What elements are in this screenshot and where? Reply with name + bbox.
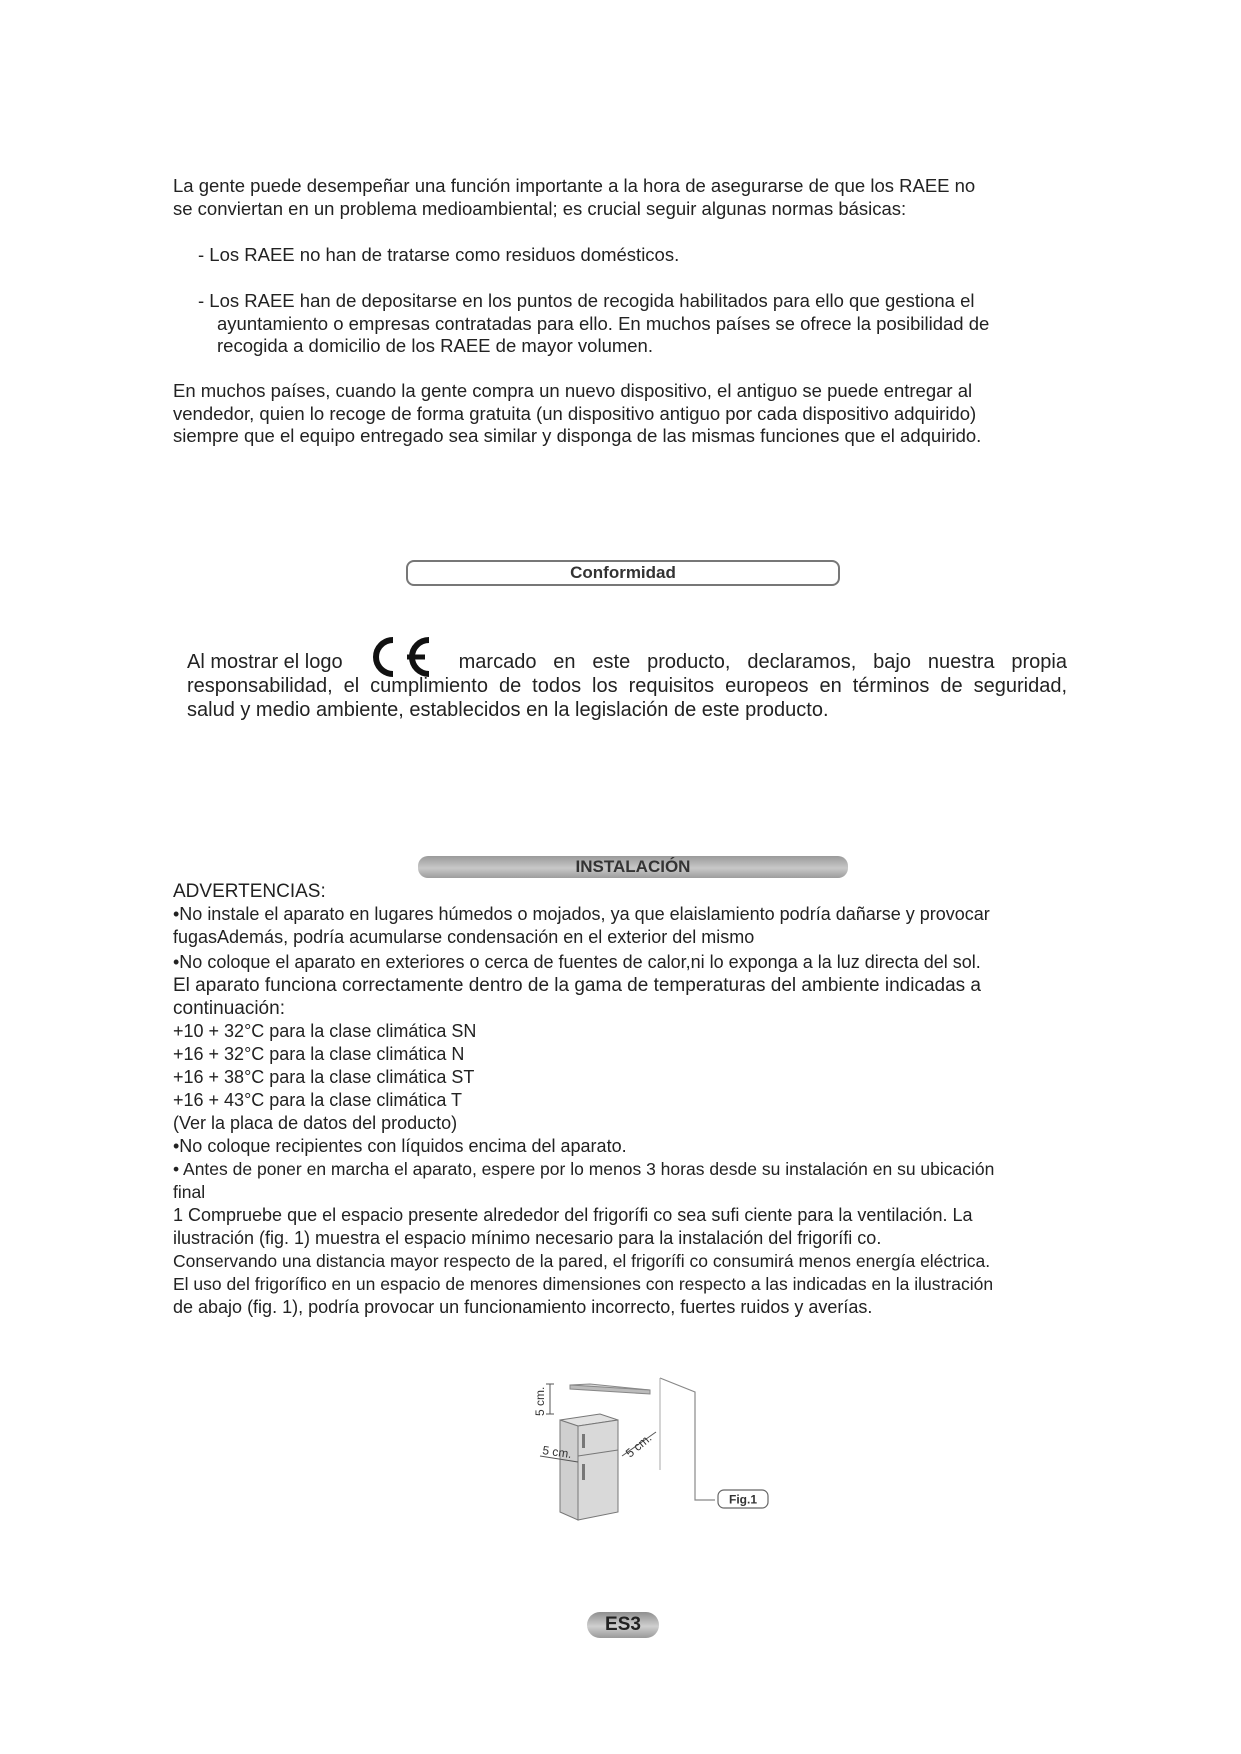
conformidad-after-logo: marcado en este producto, declaramos, bajo nuestra propia	[458, 651, 1067, 673]
data-plate-note: (Ver la placa de datos del producto)	[173, 1113, 458, 1133]
raee-paragraph-line: En muchos países, cuando la gente compra un nuevo dispositivo, el antiguo se puede entregar al	[173, 380, 973, 401]
top-clearance-label: 5 cm.	[533, 1386, 547, 1416]
side-clearance-label: 5 cm.	[541, 1443, 573, 1462]
space-paragraph-line: Conservando una distancia mayor respecto de la pared, el frigorífi co consumirá menos energía eléctrica.	[173, 1251, 991, 1271]
warning-wait-line: final	[173, 1182, 206, 1202]
fridge-clearance-figure	[530, 1370, 790, 1530]
space-paragraph-line: 1 Compruebe que el espacio presente alrededor del frigorífi co sea sufi ciente para la ventilación. La	[173, 1205, 973, 1225]
raee-paragraph-line: vendedor, quien lo recoge de forma gratuita (un dispositivo antiguo por cada dispositivo adquirido)	[173, 402, 977, 424]
page-number: ES3	[587, 1612, 659, 1638]
figure-caption: Fig.1	[728, 1492, 758, 1507]
space-paragraph-line: de abajo (fig. 1), podría provocar un funcionamiento incorrecto, fuertes ruidos y averías.	[173, 1297, 873, 1317]
raee-paragraph	[173, 380, 1073, 448]
climate-class-sn: +10 + 32°C para la clase climática SN	[173, 1021, 477, 1041]
warning-humidity-line: •No instale el aparato en lugares húmedos o mojados, ya que elaislamiento podría dañarse y provocar	[173, 904, 990, 924]
raee-bullet-2-line: - Los RAEE han de depositarse en los puntos de recogida habilitados para ello que gestiona el	[198, 290, 975, 311]
conformidad-text	[187, 628, 1067, 722]
raee-bullet-1-text: - Los RAEE no han de tratarse como residuos domésticos.	[198, 244, 680, 265]
space-paragraph-line: ilustración (fig. 1) muestra el espacio mínimo necesario para la instalación del frigorífi co.	[173, 1228, 882, 1248]
warning-liquids: •No coloque recipientes con líquidos encima del aparato.	[173, 1136, 627, 1156]
conformidad-line-3: salud y medio ambiente, establecidos en la legislación de este producto.	[187, 699, 829, 721]
wall-shape	[660, 1378, 715, 1500]
conformidad-heading: Conformidad	[406, 560, 840, 586]
raee-intro	[173, 175, 1073, 220]
temperature-intro-line: continuación:	[173, 998, 285, 1019]
warning-outdoor: •No coloque el aparato en exteriores o cerca de fuentes de calor,ni lo exponga a la luz directa del sol.	[173, 952, 981, 972]
warning-wait-line: • Antes de poner en marcha el aparato, espere por lo menos 3 horas desde su instalación en su ubicación	[173, 1159, 995, 1179]
raee-bullet-2	[198, 290, 1098, 358]
warning-humidity-line: fugasAdemás, podría acumularse condensación en el exterior del mismo	[173, 927, 755, 947]
raee-bullet-2-line: recogida a domicilio de los RAEE de mayor volumen.	[217, 335, 653, 356]
raee-intro-line: La gente puede desempeñar una función importante a la hora de asegurarse de que los RAEE no	[173, 175, 976, 196]
raee-paragraph-line: siempre que el equipo entregado sea similar y disponga de las mismas funciones que el adquirido.	[173, 425, 982, 446]
climate-class-n: +16 + 32°C para la clase climática N	[173, 1044, 465, 1064]
advertencias-label: ADVERTENCIAS:	[173, 881, 326, 902]
shelf-shape	[570, 1384, 650, 1394]
space-paragraph-line: El uso del frigorífico en un espacio de menores dimensiones con respecto a las indicadas en la ilustración	[173, 1274, 994, 1294]
temperature-intro-line: El aparato funciona correctamente dentro de la gama de temperaturas del ambiente indicadas a	[173, 975, 981, 996]
conformidad-lead: Al mostrar el logo	[187, 651, 343, 673]
conformidad-line-2: responsabilidad, el cumplimiento de todos los requisitos europeos en términos de seguridad,	[187, 675, 1067, 697]
instalacion-heading: INSTALACIÓN	[418, 856, 848, 878]
climate-class-t: +16 + 43°C para la clase climática T	[173, 1090, 463, 1110]
fridge-shape	[560, 1414, 618, 1520]
raee-bullet-2-line: ayuntamiento o empresas contratadas para ello. En muchos países se ofrece la posibilidad de	[217, 312, 990, 334]
raee-bullet-1	[198, 244, 1098, 267]
instalacion-content	[173, 880, 1073, 1319]
ce-logo-icon	[363, 634, 433, 680]
climate-class-st: +16 + 38°C para la clase climática ST	[173, 1067, 475, 1087]
back-clearance-label: 5 cm.	[622, 1430, 655, 1461]
raee-intro-line: se conviertan en un problema medioambiental; es crucial seguir algunas normas básicas:	[173, 197, 907, 219]
conformidad-line-1	[187, 628, 1067, 674]
